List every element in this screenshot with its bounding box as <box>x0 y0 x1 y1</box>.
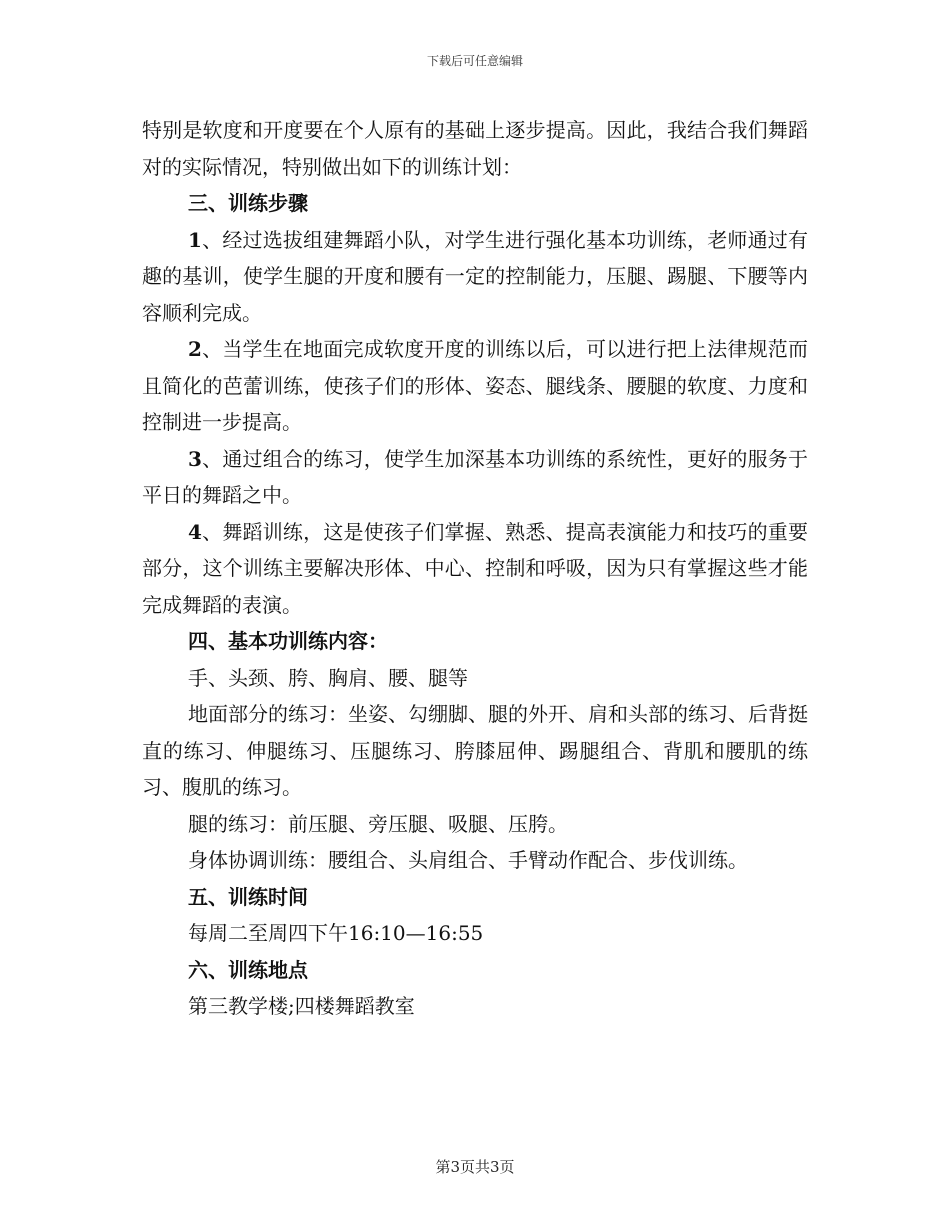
heading-training-steps: 三、训练步骤 <box>188 191 308 215</box>
step-4 <box>142 514 808 624</box>
step-4-number: 4 <box>188 519 202 544</box>
document-body <box>142 112 808 1025</box>
step-2-number: 2 <box>188 337 202 361</box>
step-3-number: 3 <box>188 446 202 471</box>
heading-training-time: 五、训练时间 <box>188 884 308 909</box>
step-1-number: 1 <box>188 227 202 252</box>
step-3-text: 、通过组合的练习，使学生加深基本功训练的系统性，更好的服务于平日的舞蹈之中。 <box>142 446 808 507</box>
content-coordination: 身体协调训练：腰组合、头肩组合、手臂动作配合、步伐训练。 <box>188 848 748 872</box>
step-1-text: 、经过选拔组建舞蹈小队，对学生进行强化基本功训练，老师通过有趣的基训，使学生腿的开度和腰有一定的控制能力，压腿、踢腿、下腰等内容顺利完成。 <box>142 227 808 325</box>
training-time: 每周二至周四下午16:10—16:55 <box>188 921 484 945</box>
step-1 <box>142 222 808 332</box>
header-note: 下载后可任意编辑 <box>426 54 523 68</box>
content-leg-exercises: 腿的练习：前压腿、旁压腿、吸腿、压胯。 <box>188 811 568 836</box>
page-footer <box>0 1156 950 1177</box>
step-3 <box>142 441 808 514</box>
page-number-label: 第3页共3页 <box>435 1158 515 1176</box>
training-place: 第三教学楼;四楼舞蹈教室 <box>188 994 415 1018</box>
content-body-parts: 手、头颈、胯、胸肩、腰、腿等 <box>188 665 468 690</box>
heading-basic-content: 四、基本功训练内容： <box>188 629 388 653</box>
step-2-text: 、当学生在地面完成软度开度的训练以后，可以进行把上法律规范而且简化的芭蕾训练，使孩子们的形体、姿态、腿线条、腰腿的软度、力度和控制进一步提高。 <box>142 337 808 434</box>
step-2 <box>142 331 808 441</box>
heading-training-place: 六、训练地点 <box>188 957 308 982</box>
content-floor-exercises: 地面部分的练习：坐姿、勾绷脚、腿的外开、肩和头部的练习、后背挺直的练习、伸腿练习、压腿练习、胯膝屈伸、踢腿组合、背肌和腰肌的练习、腹肌的练习。 <box>142 702 808 799</box>
paragraph-intro: 特别是软度和开度要在个人原有的基础上逐步提高。因此，我结合我们舞蹈对的实际情况，特别做出如下的训练计划： <box>142 118 808 179</box>
step-4-text: 、舞蹈训练，这是使孩子们掌握、熟悉、提高表演能力和技巧的重要部分，这个训练主要解决形体、中心、控制和呼吸，因为只有掌握这些才能完成舞蹈的表演。 <box>142 519 808 617</box>
